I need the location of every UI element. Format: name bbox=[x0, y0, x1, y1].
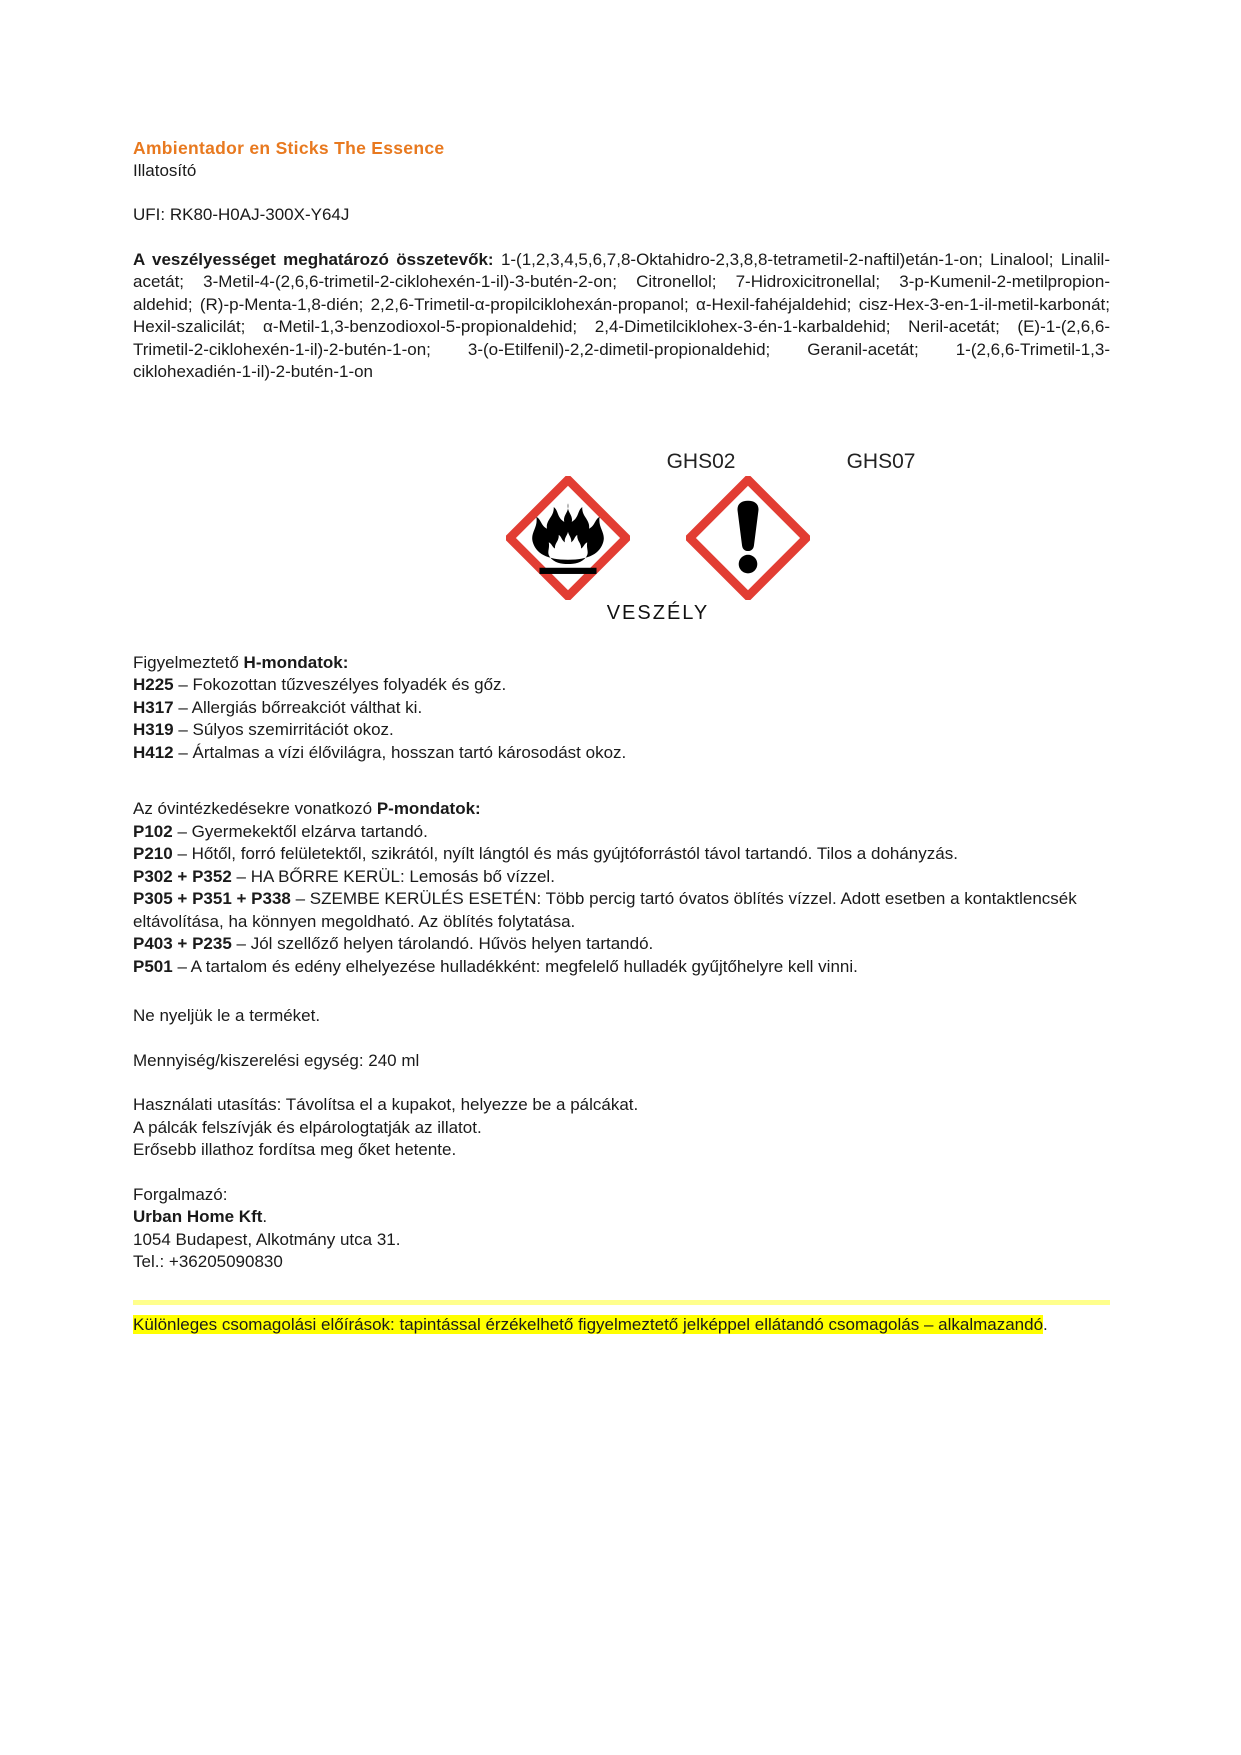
p-text: – SZEMBE KERÜLÉS ESETÉN: Több percig tartó óvatos öblítés vízzel. Adott esetben a kontaktlencsék eltávolítása, ha könnyen megoldható. Az öblítés folytatása. bbox=[133, 889, 1077, 931]
spacer bbox=[133, 978, 1110, 1005]
h-statements-heading bbox=[133, 652, 1110, 675]
usage-instruction-line: Használati utasítás: Távolítsa el a kupakot, helyezze be a pálcákat. bbox=[133, 1095, 639, 1114]
p-text: – Hőtől, forró felületektől, szikrától, nyílt lángtól és más gyújtóforrástól távol tartandó. Tilos a dohányzás. bbox=[177, 844, 958, 863]
usage-instruction-line: Erősebb illathoz fordítsa meg őket hetente. bbox=[133, 1140, 457, 1159]
p-code: P501 bbox=[133, 956, 173, 976]
hazard-components-paragraph bbox=[133, 249, 1110, 384]
h-statement bbox=[133, 742, 1110, 765]
distributor-phone: Tel.: +36205090830 bbox=[133, 1252, 283, 1271]
h-text: – Fokozottan tűzveszélyes folyadék és gőz. bbox=[178, 675, 507, 694]
p-code: P305 + P351 + P338 bbox=[133, 889, 291, 908]
spacer bbox=[133, 1274, 1110, 1300]
h-heading-regular: Figyelmeztető bbox=[133, 652, 244, 672]
h-statement bbox=[133, 674, 1110, 697]
ufi-code: UFI: RK80-H0AJ-300X-Y64J bbox=[133, 205, 350, 224]
flame-icon bbox=[506, 476, 630, 600]
p-statements-heading bbox=[133, 798, 1110, 821]
h-statement bbox=[133, 719, 1110, 742]
spacer bbox=[133, 227, 1110, 249]
h-text: – Allergiás bőrreakciót válthat ki. bbox=[178, 697, 423, 717]
p-statement bbox=[133, 956, 1110, 979]
p-code: P210 bbox=[133, 844, 173, 863]
distributor-address: 1054 Budapest, Alkotmány utca 31. bbox=[133, 1229, 401, 1249]
hazard-components-label: A veszélyességet meghatározó összetevők: bbox=[133, 249, 494, 269]
p-code: P403 + P235 bbox=[133, 934, 232, 953]
spacer bbox=[133, 1162, 1110, 1184]
p-code: P102 bbox=[133, 821, 173, 841]
product-title: Ambientador en Sticks The Essence bbox=[133, 138, 445, 158]
special-packaging-note bbox=[133, 1314, 1110, 1337]
exclamation-icon bbox=[686, 476, 810, 600]
spacer bbox=[133, 1028, 1110, 1050]
quantity-note: Mennyiség/kiszerelési egység: 240 ml bbox=[133, 1050, 420, 1070]
p-statement bbox=[133, 933, 1110, 956]
hazard-components-list: 1-(1,2,3,4,5,6,7,8-Oktahidro-2,3,8,8-tetrametil-2-naftil)etán-1-on; Linalool; Linalil-acetát; 3-Metil-4-(2,6,6-trimetil-2-ciklohexén-1-il)-3-butén-2-on; Citronellol; 7-Hidroxicitronellal; 3-p-Kumenil-2-metilpropion-aldehid; (R)-p-Menta-1,8-dién; 2,2,6-Trimetil-α-propilciklohexán-propanol; α-Hexil-fahéjaldehid; cisz-Hex-3-en-1-il-metil-karbonát; Hexil-szalicilát; α-Metil-1,3-benzodioxol-5-propionaldehid; 2,4-Dimetilciklohex-3-én-1-karbaldehid; Neril-acetát; (E)-1-(2,6,6-Trimetil-2-ciklohexén-1-il)-2-butén-1-on; 3-(o-Etilfenil)-2,2-dimetil-propionaldehid; Geranil-acetát; 1-(2,6,6-Trimetil-1,3-ciklohexadién-1-il)-2-butén-1-on bbox=[133, 249, 1110, 381]
p-statement bbox=[133, 843, 1110, 866]
signal-word: VESZÉLY bbox=[606, 601, 710, 624]
spacer bbox=[133, 1072, 1110, 1094]
special-packaging-suffix: . bbox=[1043, 1314, 1048, 1334]
ghs-pictogram-block bbox=[133, 450, 1110, 642]
h-statement bbox=[133, 697, 1110, 720]
h-code: H412 bbox=[133, 742, 174, 762]
h-code: H225 bbox=[133, 675, 174, 694]
p-statement bbox=[133, 821, 1110, 844]
no-swallow-note: Ne nyeljük le a terméket. bbox=[133, 1006, 321, 1025]
ghs07-label: GHS07 bbox=[846, 449, 916, 473]
p-text: – Gyermekektől elzárva tartandó. bbox=[177, 821, 428, 841]
h-code: H319 bbox=[133, 720, 174, 739]
spacer bbox=[133, 764, 1110, 798]
distributor-name-bold: Urban Home Kft bbox=[133, 1207, 263, 1226]
distributor-name-suffix: . bbox=[262, 1207, 268, 1226]
p-heading-bold: P-mondatok: bbox=[376, 799, 481, 818]
p-code: P302 + P352 bbox=[133, 866, 232, 886]
h-heading-bold: H-mondatok: bbox=[243, 652, 349, 672]
p-text: – A tartalom és edény elhelyezése hulladékként: megfelelő hulladék gyűjtőhelyre kell vinni. bbox=[177, 956, 858, 976]
p-statement bbox=[133, 888, 1110, 933]
special-packaging-highlight: Különleges csomagolási előírások: tapintással érzékelhető figyelmeztető jelképpel ellátandó csomagolás – alkalmazandó bbox=[133, 1314, 1044, 1334]
h-text: – Súlyos szemirritációt okoz. bbox=[178, 720, 394, 739]
distributor-name bbox=[133, 1206, 1110, 1229]
ghs02-label: GHS02 bbox=[666, 449, 736, 473]
p-text: – Jól szellőző helyen tárolandó. Hűvös helyen tartandó. bbox=[236, 934, 654, 953]
usage-instruction-line: A pálcák felszívják és elpárologtatják az illatot. bbox=[133, 1117, 482, 1137]
empty-highlight-band bbox=[133, 1300, 1110, 1305]
distributor-label: Forgalmazó: bbox=[133, 1184, 228, 1204]
empty-highlight-band-fill bbox=[133, 1300, 1110, 1305]
h-code: H317 bbox=[133, 697, 174, 717]
product-type: Illatosító bbox=[133, 160, 197, 180]
h-text: – Ártalmas a vízi élővilágra, hosszan tartó károsodást okoz. bbox=[178, 742, 627, 762]
p-statement bbox=[133, 866, 1110, 889]
p-heading-regular: Az óvintézkedésekre vonatkozó bbox=[133, 799, 377, 818]
p-text: – HA BŐRRE KERÜL: Lemosás bő vízzel. bbox=[236, 866, 555, 886]
spacer bbox=[133, 182, 1110, 204]
